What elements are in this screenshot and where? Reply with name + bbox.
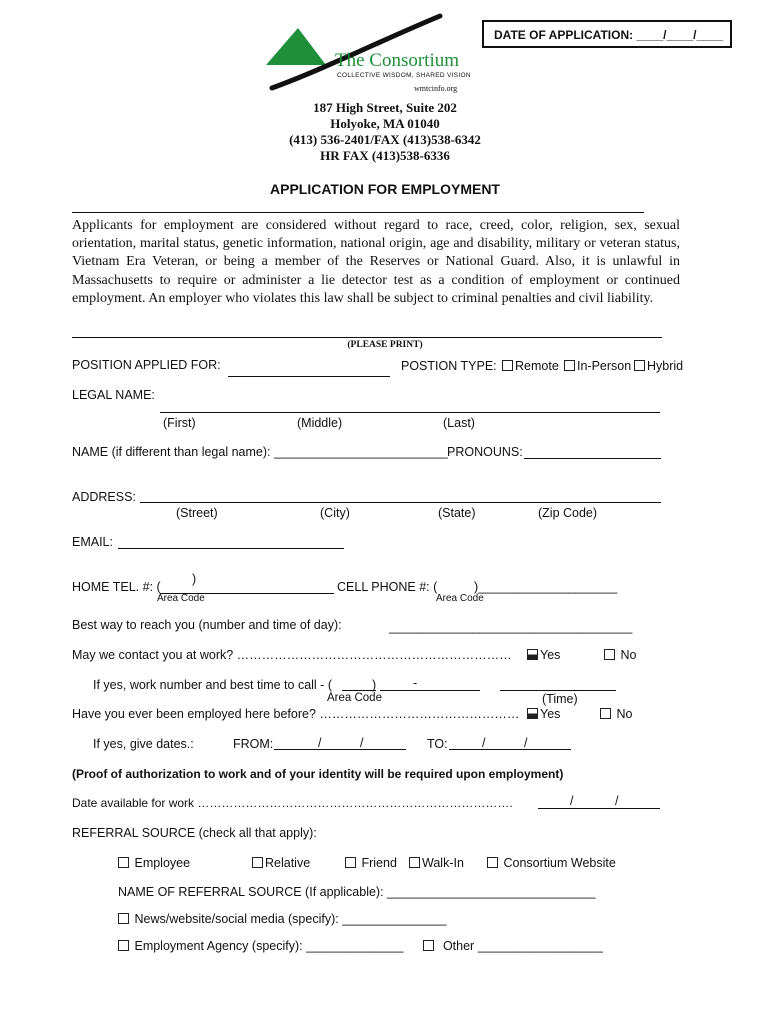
logo-name: The Consortium <box>335 50 460 71</box>
dates-to-slash1: / <box>482 736 486 750</box>
contact-work-yes[interactable] <box>527 648 560 662</box>
pronouns-input[interactable] <box>524 444 661 459</box>
address-zip: (Zip Code) <box>538 506 598 520</box>
remote-checkbox[interactable] <box>502 360 513 371</box>
logo-website: wmtcinfo.org <box>414 84 458 93</box>
work-time: (Time) <box>542 692 578 706</box>
referral-name-label[interactable]: NAME OF REFERRAL SOURCE (If applicable): ______________________________ <box>118 885 596 899</box>
position-type-remote[interactable] <box>502 359 559 373</box>
contact-work-label: May we contact you at work? ………………………………………………………… <box>72 648 512 662</box>
best-way-label: Best way to reach you (number and time of day): <box>72 618 342 632</box>
referral-news[interactable] <box>118 912 446 926</box>
position-input[interactable] <box>228 362 390 377</box>
date-available-slash1: / <box>570 794 574 808</box>
contact-work-no-checkbox[interactable] <box>604 649 615 660</box>
employed-before-no[interactable] <box>600 707 632 721</box>
proof-note: (Proof of authorization to work and of your identity will be required upon employment) <box>72 767 564 781</box>
date-of-application-value[interactable]: ____/____/____ <box>636 28 724 42</box>
cell-area-code: Area Code <box>436 593 484 604</box>
work-number-line[interactable] <box>380 690 480 691</box>
legal-name-middle: (Middle) <box>297 416 343 430</box>
pronouns-label: PRONOUNS: <box>447 445 523 459</box>
date-available-line[interactable] <box>538 808 660 809</box>
email-input[interactable] <box>118 534 344 549</box>
referral-employee[interactable] <box>118 856 190 870</box>
contact-work-yes-label: Yes <box>540 648 561 662</box>
disclaimer-rule <box>72 337 662 338</box>
date-of-application-label: DATE OF APPLICATION: <box>494 28 634 42</box>
dates-from-slash1: / <box>318 736 322 750</box>
address-city: (City) <box>320 506 350 520</box>
logo-tagline: COLLECTIVE WISDOM, SHARED VISION <box>337 72 471 79</box>
legal-name-label: LEGAL NAME: <box>72 388 155 402</box>
referral-website-checkbox[interactable] <box>487 857 498 868</box>
date-of-application-box[interactable] <box>482 20 732 48</box>
eeo-disclaimer: Applicants for employment are considered without regard to race, creed, color, religion, sex, sexual orientation, marital status, genetic information, national origin, age and disability, military or veteran status, Vietnam Era Veteran, or being a member of the Reserves or National Guard. Also, it is unlawful in Massachusetts to require or administer a lie detector test as a condition of employment or continued employment. An employer who violates this law shall be subject to criminal penalties and civil liability. <box>72 218 680 306</box>
referral-employee-checkbox[interactable] <box>118 857 129 868</box>
address-label: ADDRESS: <box>72 490 136 504</box>
address-line1: 187 High Street, Suite 202 <box>313 100 457 115</box>
referral-news-checkbox[interactable] <box>118 913 129 924</box>
referral-friend-checkbox[interactable] <box>345 857 356 868</box>
referral-website[interactable] <box>487 856 616 870</box>
employed-before-label: Have you ever been employed here before? ………………………………………… <box>72 707 520 721</box>
referral-other-checkbox[interactable] <box>423 940 434 951</box>
inperson-checkbox[interactable] <box>564 360 575 371</box>
dates-from-label: FROM: <box>233 737 274 751</box>
referral-walkin-label: Walk-In <box>422 856 464 870</box>
other-name-label: NAME (if different than legal name): _________________________ <box>72 445 448 459</box>
referral-agency-checkbox[interactable] <box>118 940 129 951</box>
hybrid-checkbox[interactable] <box>634 360 645 371</box>
position-type-label: POSTION TYPE: <box>401 359 497 373</box>
cell-phone-label: CELL PHONE #: ( <box>337 580 438 594</box>
address-state: (State) <box>438 506 476 520</box>
address-line3: (413) 536-2401/FAX (413)538-6342 <box>289 132 481 147</box>
position-type-hybrid[interactable] <box>634 359 683 373</box>
home-area-code: Area Code <box>157 593 205 604</box>
referral-other-label: Other __________________ <box>442 939 603 953</box>
position-label: POSITION APPLIED FOR: <box>72 358 221 372</box>
referral-label: REFERRAL SOURCE (check all that apply): <box>72 826 317 840</box>
work-number-paren: ) <box>372 678 377 692</box>
home-phone-paren: ) <box>192 572 197 586</box>
employed-yes-label: Yes <box>540 707 561 721</box>
cell-phone-rest[interactable]: )____________________ <box>474 580 618 594</box>
inperson-label: In-Person <box>577 359 632 373</box>
email-label: EMAIL: <box>72 535 113 549</box>
work-area-line[interactable] <box>342 690 376 691</box>
remote-label: Remote <box>515 359 559 373</box>
work-number-dash: - <box>413 676 418 690</box>
work-area-code: Area Code <box>327 692 382 704</box>
page-title: APPLICATION FOR EMPLOYMENT <box>270 181 500 197</box>
referral-website-label: Consortium Website <box>503 856 616 870</box>
dates-to-label: TO: <box>427 737 448 751</box>
referral-relative-checkbox[interactable] <box>252 857 263 868</box>
employed-no-checkbox[interactable] <box>600 708 611 719</box>
referral-news-label: News/website/social media (specify): _______________ <box>134 912 447 926</box>
date-available-label: Date available for work ……………………………………………………………………. <box>72 796 513 810</box>
title-rule <box>72 212 644 213</box>
work-time-line[interactable] <box>500 690 616 691</box>
home-phone-label: HOME TEL. #: ( <box>72 580 161 594</box>
please-print: (PLEASE PRINT) <box>347 340 423 350</box>
referral-other[interactable] <box>423 939 603 953</box>
dates-from-slash2: / <box>360 736 364 750</box>
dates-from-line[interactable] <box>274 749 406 750</box>
dates-label: If yes, give dates.: <box>93 737 194 751</box>
work-number-label: If yes, work number and best time to call - ( <box>93 678 332 692</box>
referral-walkin[interactable] <box>409 856 464 870</box>
dates-to-line[interactable] <box>449 749 571 750</box>
referral-agency[interactable] <box>118 939 403 953</box>
hybrid-label: Hybrid <box>647 359 684 373</box>
date-available-slash2: / <box>615 794 619 808</box>
best-way-line[interactable]: ___________________________________ <box>389 620 633 634</box>
legal-name-input[interactable] <box>160 398 660 413</box>
contact-work-no[interactable] <box>604 648 636 662</box>
contact-work-no-label: No <box>620 648 637 662</box>
employed-before-yes[interactable] <box>527 707 560 721</box>
employed-no-label: No <box>616 707 633 721</box>
address-input[interactable] <box>140 488 661 503</box>
referral-relative-label: Relative <box>265 856 311 870</box>
employed-yes-checkbox[interactable] <box>527 708 538 719</box>
address-street: (Street) <box>176 506 218 520</box>
position-type-inperson[interactable] <box>564 359 631 373</box>
referral-agency-label: Employment Agency (specify): ______________ <box>134 939 404 953</box>
referral-relative[interactable] <box>252 856 310 870</box>
contact-work-yes-checkbox[interactable] <box>527 649 538 660</box>
referral-walkin-checkbox[interactable] <box>409 857 420 868</box>
referral-friend-label: Friend <box>361 856 397 870</box>
dates-to-slash2: / <box>524 736 528 750</box>
address-line2: Holyoke, MA 01040 <box>330 116 440 131</box>
home-phone-input[interactable] <box>160 579 334 594</box>
legal-name-last: (Last) <box>443 416 475 430</box>
referral-friend[interactable] <box>345 856 397 870</box>
address-line4: HR FAX (413)538-6336 <box>320 148 450 163</box>
legal-name-first: (First) <box>163 416 196 430</box>
referral-employee-label: Employee <box>134 856 191 870</box>
